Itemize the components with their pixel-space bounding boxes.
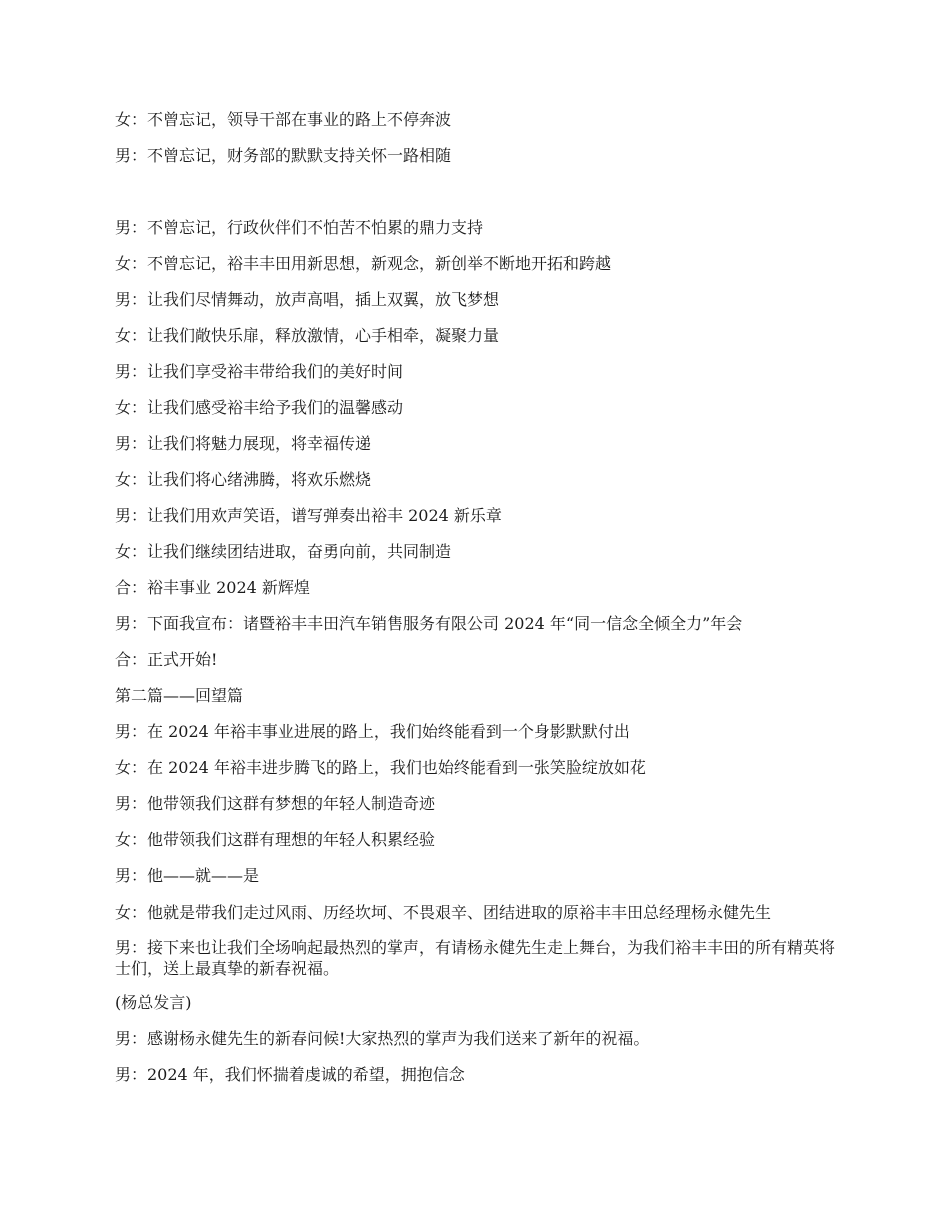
script-line: 女：不曾忘记，裕丰丰田用新思想，新观念，新创举不断地开拓和跨越 [115, 254, 612, 273]
section-heading: 第二篇——回望篇 [115, 686, 244, 705]
script-line: 女：让我们继续团结进取，奋勇向前，共同制造 [115, 542, 452, 561]
script-line: 合：正式开始! [115, 650, 218, 669]
script-line: 男：让我们将魅力展现，将幸福传递 [115, 434, 372, 453]
document-page [115, 110, 835, 1101]
script-line: 男：让我们用欢声笑语，谱写弹奏出裕丰 2024 新乐章 [115, 506, 502, 525]
paragraph-gap [115, 182, 835, 218]
stage-direction: (杨总发言) [115, 993, 192, 1012]
script-line: 男：不曾忘记，行政伙伴们不怕苦不怕累的鼎力支持 [115, 218, 484, 237]
script-line: 男：他——就——是 [115, 866, 260, 885]
script-line: 男：在 2024 年裕丰事业进展的路上，我们始终能看到一个身影默默付出 [115, 722, 630, 741]
script-line: 女：在 2024 年裕丰进步腾飞的路上，我们也始终能看到一张笑脸绽放如花 [115, 758, 646, 777]
script-line: 男：2024 年，我们怀揣着虔诚的希望，拥抱信念 [115, 1065, 465, 1084]
script-line: 女：让我们敞快乐扉，释放激情，心手相牵，凝聚力量 [115, 326, 500, 345]
script-line: 男：让我们尽情舞动，放声高唱，插上双翼，放飞梦想 [115, 290, 500, 309]
script-line: 女：不曾忘记，领导干部在事业的路上不停奔波 [115, 110, 452, 129]
script-line: 女：他就是带我们走过风雨、历经坎坷、不畏艰辛、团结进取的原裕丰丰田总经理杨永健先生 [115, 903, 772, 922]
script-line: 男：让我们享受裕丰带给我们的美好时间 [115, 362, 404, 381]
script-line: 男：不曾忘记，财务部的默默支持关怀一路相随 [115, 146, 452, 165]
script-line: 男：他带领我们这群有梦想的年轻人制造奇迹 [115, 794, 436, 813]
script-line: 女：让我们感受裕丰给予我们的温馨感动 [115, 398, 404, 417]
script-line: 男：感谢杨永健先生的新春问候!大家热烈的掌声为我们送来了新年的祝福。 [115, 1029, 650, 1048]
script-line: 女：他带领我们这群有理想的年轻人积累经验 [115, 830, 436, 849]
script-line: 女：让我们将心绪沸腾，将欢乐燃烧 [115, 470, 372, 489]
script-line: 男：下面我宣布：诸暨裕丰丰田汽车销售服务有限公司 2024 年“同一信念全倾全力”年会 [115, 614, 743, 633]
script-line: 合：裕丰事业 2024 新辉煌 [115, 578, 310, 597]
script-line: 男：接下来也让我们全场响起最热烈的掌声，有请杨永健先生走上舞台，为我们裕丰丰田的所有精英将士们，送上最真挚的新春祝福。 [115, 938, 836, 978]
